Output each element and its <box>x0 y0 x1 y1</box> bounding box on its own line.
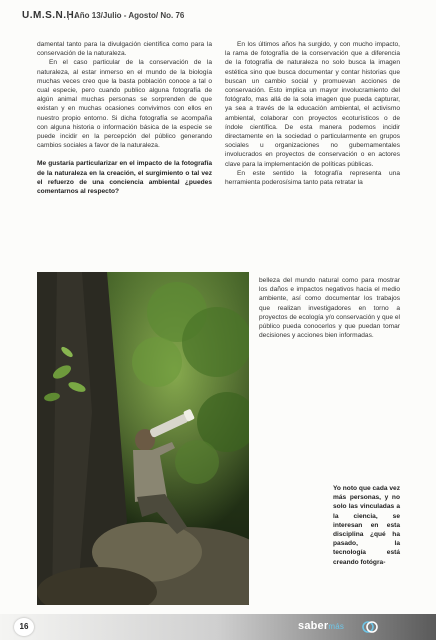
wrapped-text-block <box>259 276 400 340</box>
interview-question-1: Me gustaría particularizar en el impacto de la fotografía de la naturaleza en la creación, el surgimiento o tal vez el refuerzo de una conciencia ambiental ¿puedes comentarnos al respecto? <box>37 160 212 196</box>
photographer-in-forest-photo <box>37 272 249 605</box>
brand-logo-text <box>298 620 344 632</box>
page-header <box>0 0 436 34</box>
issue-info: Año 13/Julio - Agosto/ No. 76 <box>68 11 184 20</box>
right-paragraph-1: En los últimos años ha surgido, y con mucho impacto, la rama de fotografía de la conservación que a diferencia de la fotografía de naturaleza no solo busca la imagen estética sino que busca documentar y contar historias que buscan un cambio social y promuevan acciones de conservación. Esto implica un mayor involucramiento del fotógrafo, mas allá de la sola imagen que pueda capturar, ya sea a través de la educación ambiental, el activismo ambiental, colaborar con proyectos ecoturísticos o de índole científica. De esta manera podemos incidir directamente en la sociedad o particularmente en grupos sociales u organizaciones no gubernamentales involucrados en proyectos de conservación o en actores clave para la implementación de políticas públicas. <box>225 41 400 168</box>
left-column <box>37 40 212 196</box>
page-footer <box>0 614 436 640</box>
left-paragraph-1: damental tanto para la divulgación científica como para la conservación de la naturaleza. <box>37 41 212 58</box>
brand-main: saber <box>298 620 329 632</box>
right-paragraph-2-wrap: belleza del mundo natural como para mostrar los daños e impactos negativos hacia el medio ambiente, así como documentar los trabajos que realizan investigadores en torno a proyectos de ecología y/o conservación y que el público pueda conocerlos y que puedan tomar decisiones y acciones bien informadas. <box>259 277 400 340</box>
right-column <box>225 40 400 187</box>
right-paragraph-2-start: En este sentido la fotografía representa una herramienta poderosísima tanto pata retratar la <box>225 169 400 187</box>
journal-name: U.M.S.N.H. <box>22 10 78 21</box>
brand-sub: más <box>328 622 345 631</box>
interview-question-2: Yo noto que cada vez más personas, y no solo las vinculadas a la ciencia, se interesan en esta disciplina ¿qué ha pasado, la tecnología está creando fotógra- <box>333 485 400 566</box>
page-number: 16 <box>14 618 34 636</box>
left-paragraph-2: En el caso particular de la conservación de la naturaleza, al estar inmerso en el mundo de la biología muchas veces creo que la basta población conoce a tal o cual especie, pero cuando publico alguna fotografía de algún animal muchas personas se sorprenden de que existan y en muchas ocasiones convivimos con ellos en nuestro propio entorno. Si dicha fotografía se acompaña con alguna historia o información básica de la especie se puede incidir en la percepción del público generando cambios sociales a favor de la naturaleza. <box>37 59 212 150</box>
brand-logo-icon <box>362 619 378 635</box>
